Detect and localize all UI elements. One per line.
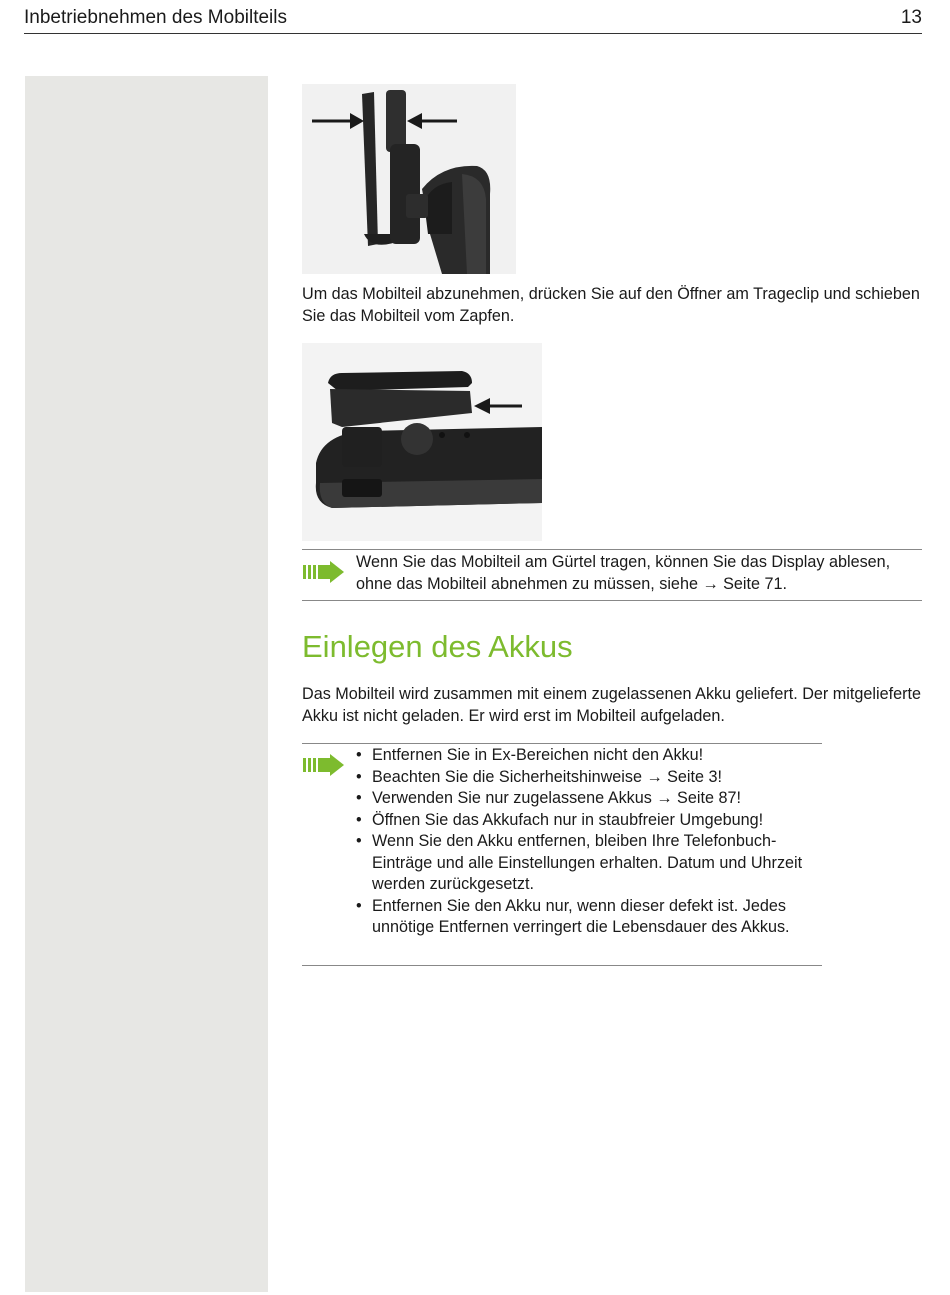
battery-warning-list bbox=[356, 745, 822, 939]
green-arrow-icon bbox=[303, 754, 345, 776]
remove-handset-paragraph: Um das Mobilteil abzunehmen, drücken Sie auf den Öffner am Trageclip und schieben Sie das Mobilteil vom Zapfen. bbox=[302, 285, 920, 325]
list-item: • Wenn Sie den Akku entfernen, bleiben Ihre TelefonbuchEinträge und alle Einstellungen erhalten. Datum und Uhrzeit werden zurückgesetzt. bbox=[356, 832, 803, 893]
green-arrow-icon bbox=[303, 561, 345, 583]
list-item: • Entfernen Sie den Akku nur, wenn dieser defekt ist. Jedes unnötige Entfernen verringert die Lebensdauer des Akkus. bbox=[356, 896, 790, 936]
battery-intro-paragraph: Das Mobilteil wird zusammen mit einem zugelassenen Akku geliefert. Der mitgelieferte Akku ist nicht geladen. Er wird erst im Mobilteil aufgeladen. bbox=[302, 685, 921, 725]
list-item: • Verwenden Sie nur zugelassene Akkus → Seite 87! bbox=[356, 789, 741, 807]
note-belt-display-text: Wenn Sie das Mobilteil am Gürtel tragen, können Sie das Display ablesen, ohne das Mobilteil abnehmen zu müssen, siehe → Seite 71. bbox=[356, 553, 891, 593]
section-title: Einlegen des Akkus bbox=[302, 629, 573, 664]
note-battery-warnings bbox=[302, 743, 822, 966]
page-number: 13 bbox=[900, 7, 922, 28]
page-header-title: Inbetriebnehmen des Mobilteils bbox=[24, 7, 287, 28]
list-item: • Beachten Sie die Sicherheitshinweise → Seite 3! bbox=[356, 767, 723, 786]
list-item: • Entfernen Sie in Ex-Bereichen nicht den Akku! bbox=[356, 746, 704, 764]
page-header bbox=[24, 7, 922, 34]
list-item: • Öffnen Sie das Akkufach nur in staubfreier Umgebung! bbox=[356, 810, 764, 829]
belt-clip-photo bbox=[302, 84, 516, 274]
note-belt-display bbox=[302, 549, 922, 601]
sidebar-margin bbox=[25, 76, 268, 1292]
handset-on-clip-photo bbox=[302, 343, 542, 541]
